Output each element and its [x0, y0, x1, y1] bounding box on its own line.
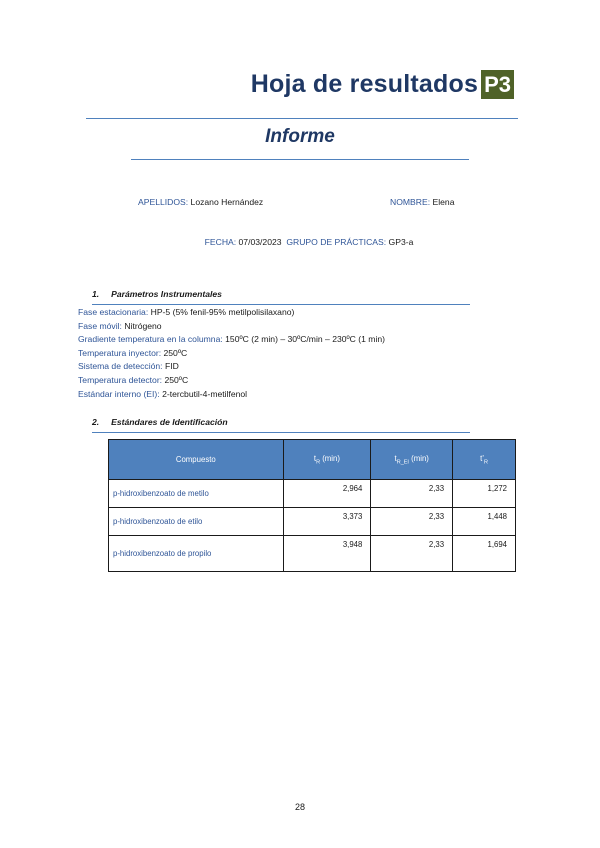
table-row — [109, 480, 516, 508]
report-subtitle: Informe — [265, 126, 335, 147]
section-1-title: Parámetros Instrumentales — [111, 289, 222, 299]
param-injector-temperature — [78, 348, 187, 358]
compound-cell: p-hidroxibenzoato de metilo — [109, 480, 284, 508]
section-1-heading — [92, 289, 222, 299]
param-detection-system — [78, 361, 179, 371]
param-label: Estándar interno (EI): — [78, 389, 160, 399]
retention-time-ei-cell: 2,33 — [371, 508, 453, 536]
param-label: Temperatura detector: — [78, 375, 163, 385]
param-temperature-gradient — [78, 334, 385, 344]
relative-retention-cell: 1,448 — [453, 508, 516, 536]
date-group-field — [0, 237, 600, 247]
param-label: Temperatura inyector: — [78, 348, 162, 358]
param-value: 150ºC (2 min) – 30ºC/min – 230ºC (1 min) — [225, 334, 386, 344]
table-header-row — [109, 440, 516, 480]
param-label: Gradiente temperatura en la columna: — [78, 334, 223, 344]
header-retention-time-internal-standard: $t_{R\_EI}$ (min) — [371, 440, 453, 480]
compound-cell: p-hidroxibenzoato de propilo — [109, 536, 284, 572]
name-field — [390, 197, 454, 207]
group-label: GRUPO DE PRÁCTICAS: — [286, 237, 387, 247]
retention-time-cell: 3,373 — [283, 508, 371, 536]
header-compound: Compuesto — [109, 440, 284, 480]
surname-label: APELLIDOS: — [138, 197, 189, 207]
param-detector-temperature — [78, 375, 188, 385]
group-value: GP3-a — [388, 237, 414, 247]
date-label: FECHA: — [204, 237, 237, 247]
param-value: Nitrógeno — [124, 321, 162, 331]
param-stationary-phase — [78, 307, 294, 317]
param-value: 250ºC — [163, 348, 188, 358]
document-header — [251, 70, 514, 99]
relative-retention-cell: 1,694 — [453, 536, 516, 572]
header-relative-retention-time: $t’_R$ — [453, 440, 516, 480]
section-2-heading — [92, 417, 228, 427]
surname-field — [138, 197, 263, 207]
date-value: 07/03/2023 — [238, 237, 282, 247]
retention-time-ei-cell: 2,33 — [371, 480, 453, 508]
surname-value: Lozano Hernández — [190, 197, 264, 207]
param-value: 2-tercbutil-4-metilfenol — [162, 389, 248, 399]
param-label: Sistema de detección: — [78, 361, 163, 371]
retention-time-cell: 2,964 — [283, 480, 371, 508]
subtitle-divider — [131, 159, 469, 160]
practice-badge: P3 — [481, 70, 514, 99]
section-2-number: 2. — [92, 417, 100, 427]
param-value: FID — [164, 361, 179, 371]
param-mobile-phase — [78, 321, 162, 331]
section-2-divider — [92, 432, 470, 433]
header-retention-time: $t_R$ (min) — [283, 440, 371, 480]
table-row — [109, 508, 516, 536]
section-1-number: 1. — [92, 289, 100, 299]
relative-retention-cell: 1,272 — [453, 480, 516, 508]
header-divider — [86, 118, 518, 119]
section-2-title: Estándares de Identificación — [111, 417, 228, 427]
compound-cell: p-hidroxibenzoato de etilo — [109, 508, 284, 536]
name-value: Elena — [432, 197, 455, 207]
retention-time-ei-cell: 2,33 — [371, 536, 453, 572]
param-internal-standard — [78, 389, 247, 399]
param-value: 250ºC — [164, 375, 189, 385]
identification-standards-table — [108, 439, 516, 572]
retention-time-cell: 3,948 — [283, 536, 371, 572]
param-label: Fase móvil: — [78, 321, 122, 331]
name-label: NOMBRE: — [390, 197, 431, 207]
page-number: 28 — [294, 802, 305, 812]
param-value: HP-5 (5% fenil-95% metilpolisilaxano) — [150, 307, 295, 317]
page-title: Hoja de resultados — [250, 70, 479, 98]
param-label: Fase estacionaria: — [78, 307, 149, 317]
section-1-divider — [92, 304, 470, 305]
table-row — [109, 536, 516, 572]
